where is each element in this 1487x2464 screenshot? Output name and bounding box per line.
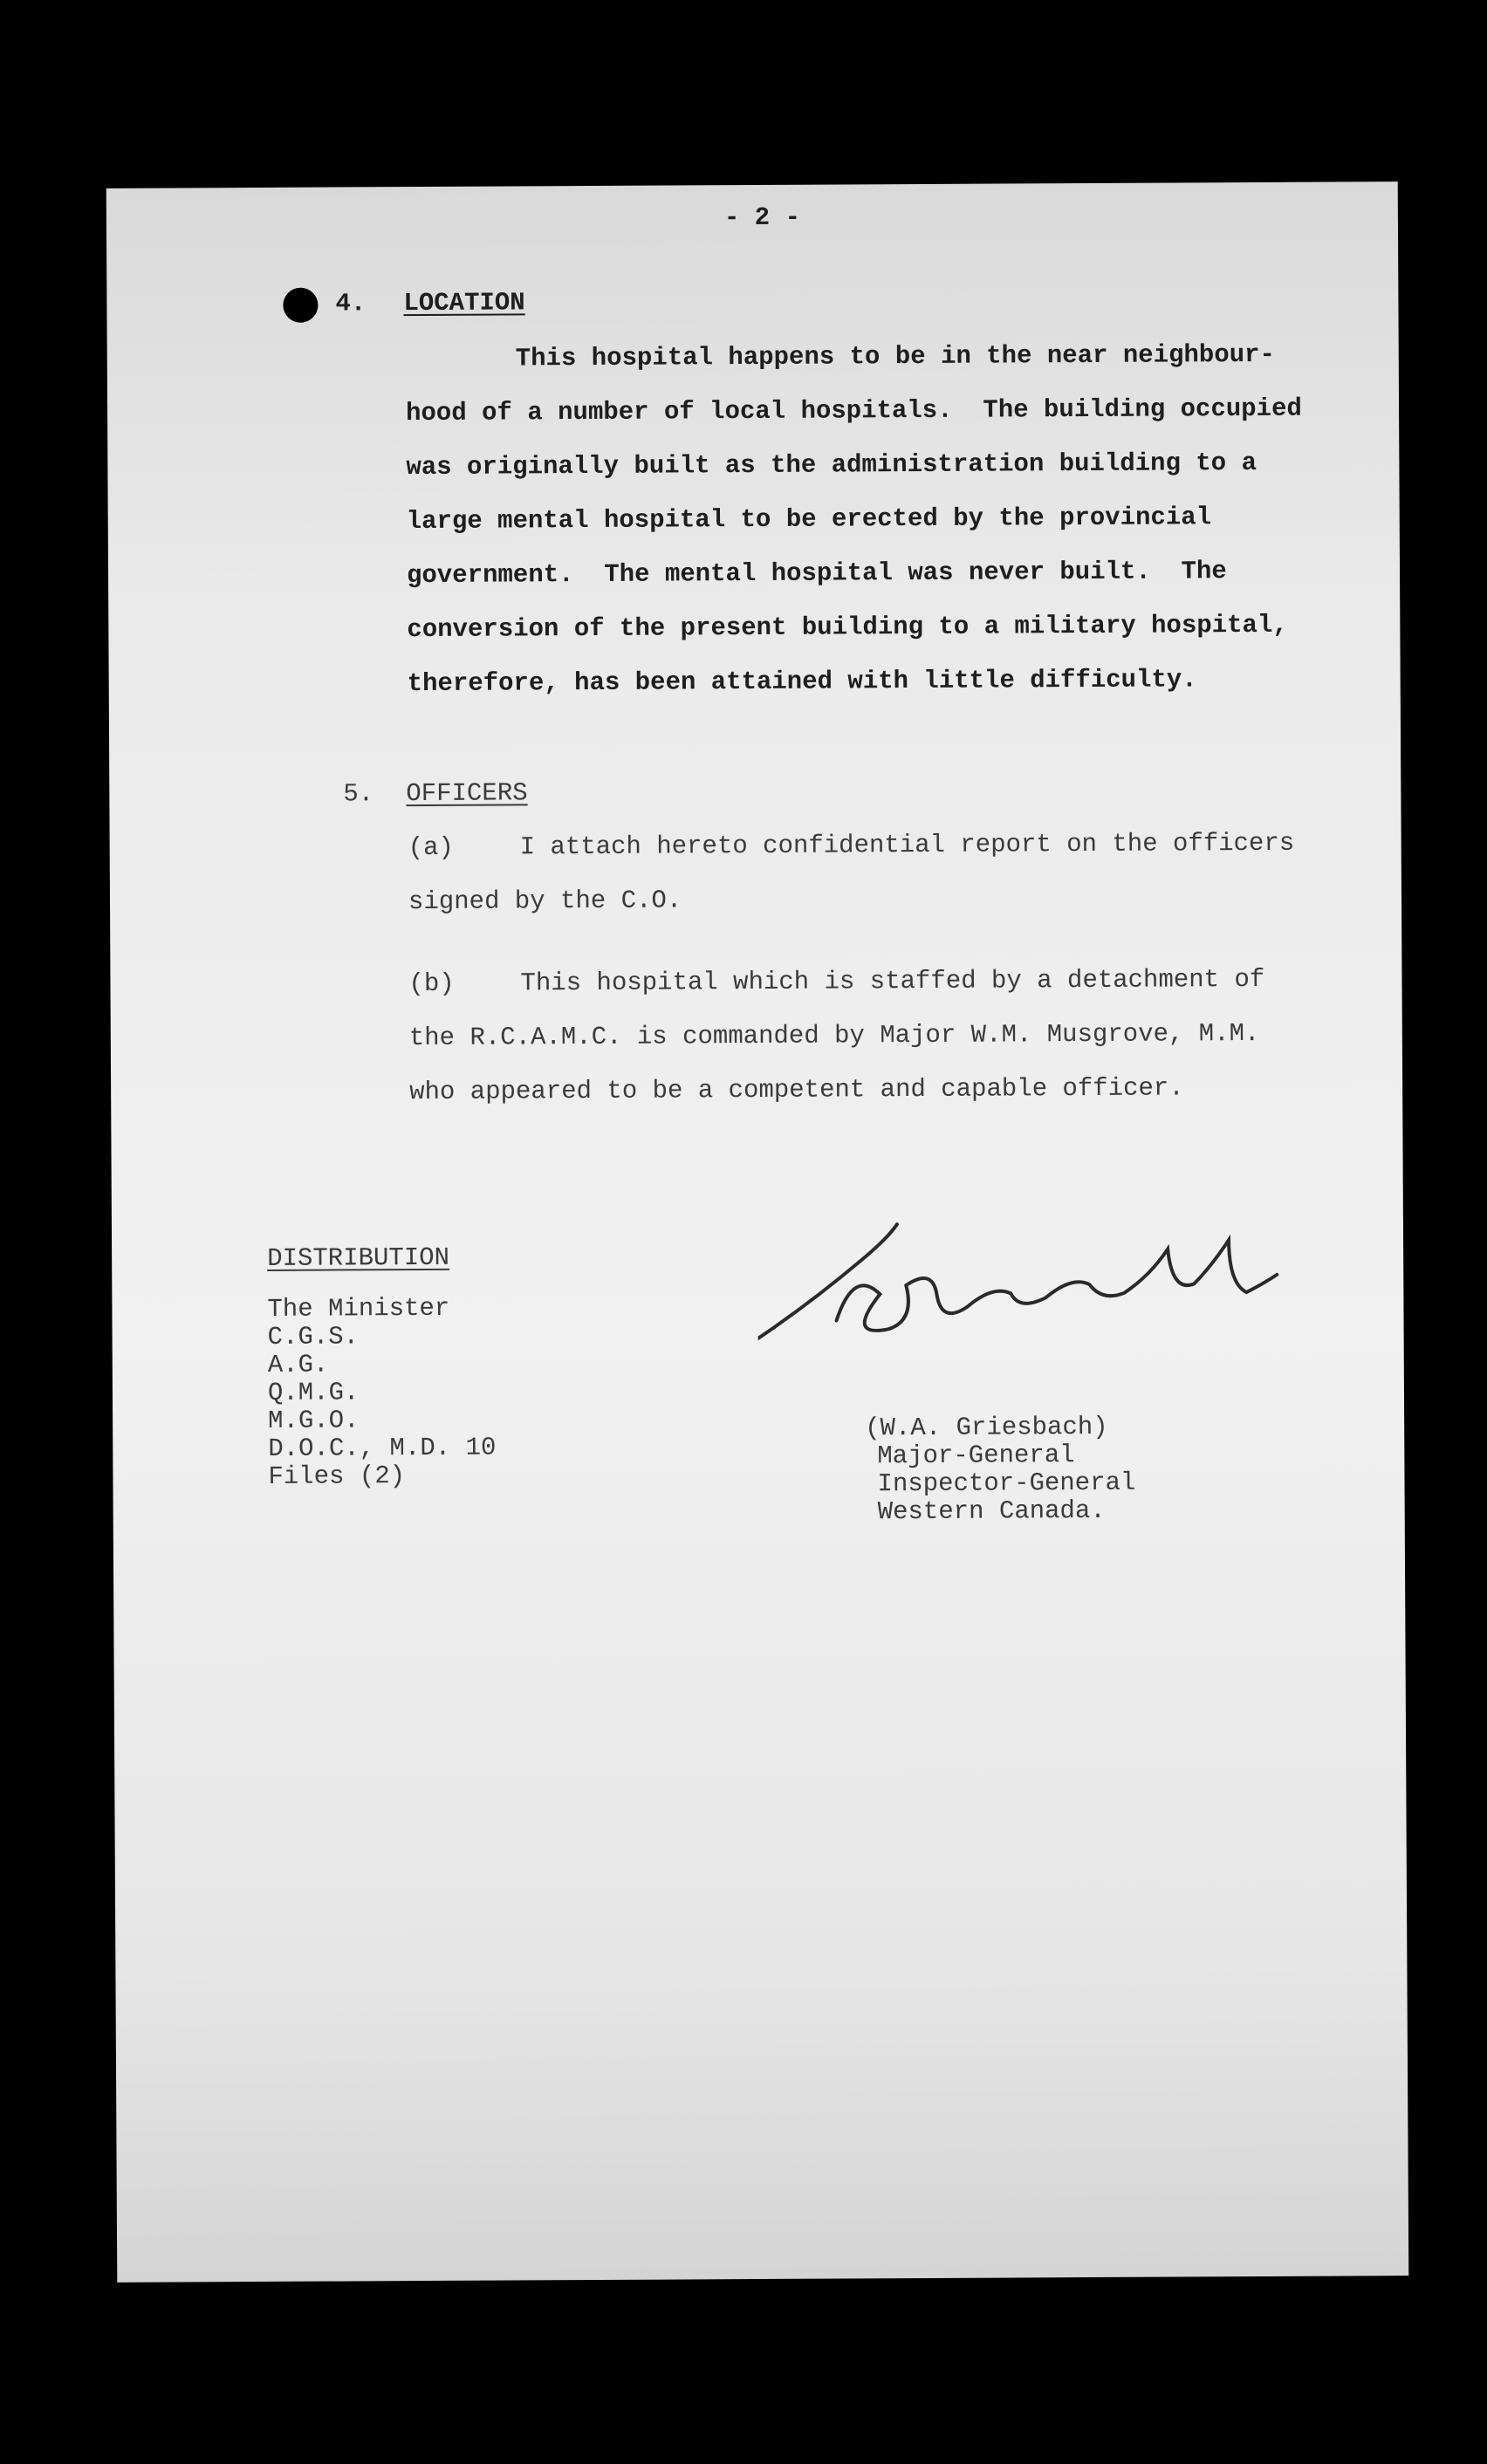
signatory-rank: Major-General: [877, 1441, 1075, 1471]
section-5b-line-2: the R.C.A.M.C. is commanded by Major W.M. Musgrove, M.M.: [408, 1018, 1260, 1053]
section-5b-line-3: who appeared to be a competent and capable officer.: [409, 1073, 1184, 1107]
section-4-line-5: government. The mental hospital was never built. The: [406, 557, 1227, 591]
section-4-line-2: hood of a number of local hospitals. The building occupied: [405, 394, 1302, 428]
distribution-item: M.G.O.: [268, 1406, 360, 1435]
document-page: [106, 181, 1409, 2283]
section-5b-label: (b): [408, 968, 455, 999]
section-4-number: 4.: [335, 289, 367, 318]
distribution-item: Files (2): [268, 1461, 406, 1491]
distribution-item: The Minister: [267, 1293, 450, 1324]
distribution-item: Q.M.G.: [267, 1378, 360, 1407]
section-4-line-6: conversion of the present building to a military hospital,: [407, 610, 1288, 645]
section-4-heading: LOCATION: [403, 288, 525, 318]
distribution-item: D.O.C., M.D. 10: [268, 1433, 497, 1463]
section-5a-line-1: I attach hereto confidential report on the officers: [519, 828, 1295, 862]
handwritten-signature: [757, 1196, 1282, 1373]
section-4-line-4: large mental hospital to be erected by the provincial: [406, 503, 1212, 537]
distribution-item: C.G.S.: [267, 1322, 360, 1352]
section-4-line-7: therefore, has been attained with little difficulty.: [407, 665, 1197, 699]
section-4-line-3: was originally built as the administration building to a: [406, 448, 1257, 483]
distribution-item: A.G.: [267, 1350, 329, 1379]
section-5b-line-1: This hospital which is staffed by a detachment of: [520, 964, 1265, 998]
section-4-line-1: This hospital happens to be in the near neighbour-: [515, 339, 1275, 373]
signatory-region: Western Canada.: [877, 1496, 1106, 1527]
punch-hole: [283, 288, 318, 323]
section-5-heading: OFFICERS: [406, 778, 528, 809]
signatory-title: Inspector-General: [877, 1468, 1136, 1499]
signatory-name: (W.A. Griesbach): [865, 1412, 1108, 1443]
section-5a-label: (a): [408, 832, 454, 863]
section-5a-line-2: signed by the C.O.: [408, 886, 682, 917]
page-number: - 2 -: [723, 202, 801, 233]
distribution-heading: DISTRIBUTION: [267, 1242, 450, 1273]
section-5-number: 5.: [343, 779, 374, 809]
